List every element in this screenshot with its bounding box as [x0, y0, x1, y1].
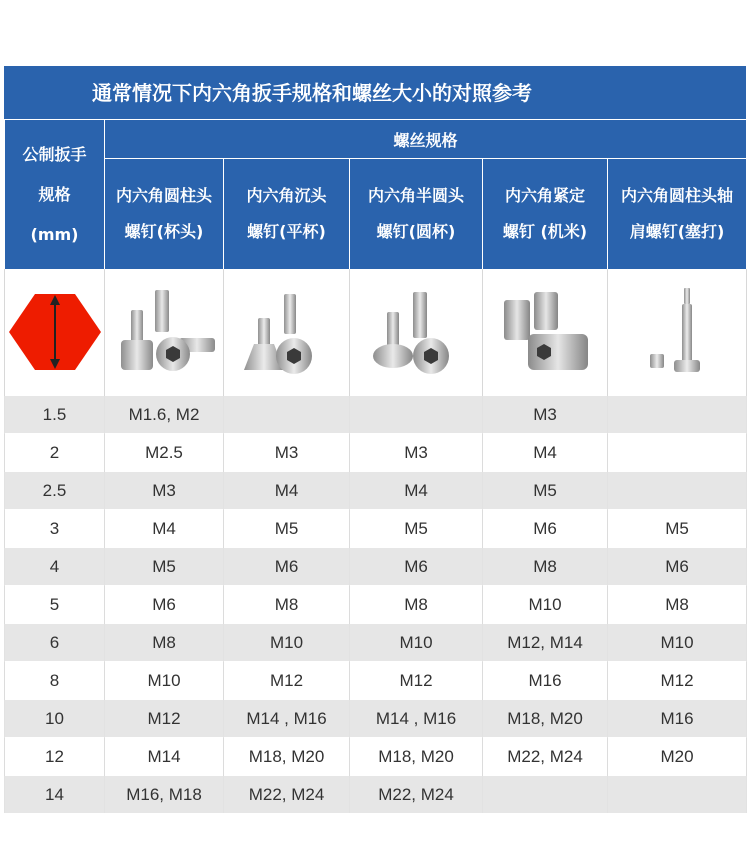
table-row: [5, 396, 747, 434]
screw-size-cell: M10: [224, 624, 350, 662]
screw-size-cell: M5: [224, 510, 350, 548]
countersunk-screws-image: [224, 269, 350, 396]
wrench-size-cell: 2: [5, 434, 105, 472]
screw-size-cell: M6: [105, 586, 224, 624]
screw-head: [650, 354, 664, 368]
screw-head: [121, 340, 153, 370]
column-header-button-head: [350, 159, 483, 270]
screw-size-cell: M3: [350, 434, 483, 472]
screw-size-cell: M18, M20: [350, 738, 483, 776]
socket-cap-screws-icon: [109, 282, 219, 382]
screw-size-cell: M10: [608, 624, 747, 662]
screw-size-cell: M18, M20: [224, 738, 350, 776]
screw-size-cell: [224, 396, 350, 434]
wrench-size-cell: 10: [5, 700, 105, 738]
screw-size-cell: [483, 776, 608, 814]
screw-size-cell: M12: [350, 662, 483, 700]
screw-size-cell: M6: [224, 548, 350, 586]
screw-size-cell: [608, 776, 747, 814]
screw-thread: [131, 310, 143, 342]
column-header-line: 内六角沉头: [246, 186, 327, 205]
wrench-size-header: [5, 120, 105, 269]
table-row: [5, 510, 747, 548]
screw-size-cell: M8: [105, 624, 224, 662]
screw-size-cell: M8: [608, 586, 747, 624]
screw-size-cell: M6: [608, 548, 747, 586]
screw-size-cell: M12: [608, 662, 747, 700]
table-row: [5, 624, 747, 662]
hexagon-cell: [5, 269, 105, 396]
shoulder-screw-image: [608, 269, 747, 396]
screw-size-cell: M5: [483, 472, 608, 510]
screw-size-cell: M3: [224, 434, 350, 472]
wrench-size-cell: 14: [5, 776, 105, 814]
wrench-size-cell: 1.5: [5, 396, 105, 434]
screw-size-cell: M14: [105, 738, 224, 776]
column-header-line: 内六角紧定: [504, 186, 585, 205]
screw-size-cell: M8: [224, 586, 350, 624]
screw-size-cell: M4: [483, 434, 608, 472]
button-head-screws-icon: [361, 282, 471, 382]
wrench-header-line: 规格: [38, 184, 71, 204]
size-table: [4, 120, 747, 813]
screw-size-cell: M22, M24: [483, 738, 608, 776]
screw-size-cell: M22, M24: [350, 776, 483, 814]
table-row: [5, 472, 747, 510]
screw-size-cell: [608, 396, 747, 434]
column-header-line: 螺钉(圆杯): [376, 222, 456, 241]
screw-size-cell: M2.5: [105, 434, 224, 472]
column-header-countersunk: [224, 159, 350, 270]
hexagon-icon: [7, 284, 103, 380]
countersunk-screws-icon: [232, 282, 342, 382]
wrench-header-line: (mm): [30, 224, 79, 244]
screw-thread: [284, 294, 296, 334]
column-header-line: 螺钉(平杯): [247, 222, 326, 241]
column-header-shoulder: [608, 159, 747, 270]
set-screws-icon: [490, 282, 600, 382]
screw-size-cell: M6: [350, 548, 483, 586]
screw-size-cell: M16: [483, 662, 608, 700]
screw-shoulder: [682, 304, 692, 362]
wrench-size-cell: 6: [5, 624, 105, 662]
column-header-set-screw: [483, 159, 608, 270]
table-row: [5, 738, 747, 776]
wrench-size-cell: 4: [5, 548, 105, 586]
screw-size-cell: M3: [105, 472, 224, 510]
screw-size-cell: M4: [350, 472, 483, 510]
column-header-line: 内六角半圆头: [367, 186, 464, 205]
wrench-size-cell: 12: [5, 738, 105, 776]
screw-size-cell: [608, 472, 747, 510]
screw-thread: [413, 292, 427, 338]
table-row: [5, 662, 747, 700]
screw-size-cell: M10: [105, 662, 224, 700]
screw-size-cell: M22, M24: [224, 776, 350, 814]
chart-title: 通常情况下内六角扳手规格和螺丝大小的对照参考: [4, 66, 746, 120]
wrench-size-cell: 5: [5, 586, 105, 624]
screw-size-cell: M16, M18: [105, 776, 224, 814]
screw-size-cell: M14 , M16: [350, 700, 483, 738]
screw-head: [674, 360, 700, 372]
screw-size-cell: M16: [608, 700, 747, 738]
column-header-socket-cap: [105, 159, 224, 270]
screw-size-cell: [350, 396, 483, 434]
wrench-size-cell: 8: [5, 662, 105, 700]
screw-size-cell: M6: [483, 510, 608, 548]
screw-thread: [258, 318, 270, 348]
socket-cap-screws-image: [105, 269, 224, 396]
screw-size-cell: M8: [350, 586, 483, 624]
table-row: [5, 586, 747, 624]
screw-size-cell: M10: [350, 624, 483, 662]
screw-size-cell: M3: [483, 396, 608, 434]
column-header-line: 螺钉 (机米): [502, 222, 588, 241]
screw-thread: [155, 290, 169, 332]
screw-spec-header: 螺丝规格: [105, 120, 747, 159]
screw-size-cell: M18, M20: [483, 700, 608, 738]
screw-body: [504, 300, 530, 340]
screw-head: [373, 344, 413, 368]
column-header-line: 内六角圆柱头: [115, 186, 212, 205]
screw-thread: [387, 312, 399, 346]
table-row: [5, 776, 747, 814]
wrench-size-cell: 3: [5, 510, 105, 548]
table-row: [5, 700, 747, 738]
set-screws-image: [483, 269, 608, 396]
screw-size-cell: M1.6, M2: [105, 396, 224, 434]
screw-size-cell: M12: [224, 662, 350, 700]
size-chart: [4, 66, 746, 813]
screw-size-cell: M8: [483, 548, 608, 586]
screw-size-cell: M12: [105, 700, 224, 738]
image-row: [5, 269, 747, 396]
screw-size-cell: M5: [350, 510, 483, 548]
screw-size-cell: M5: [105, 548, 224, 586]
screw-size-cell: [608, 434, 747, 472]
screw-size-cell: M4: [224, 472, 350, 510]
screw-size-cell: M12, M14: [483, 624, 608, 662]
screw-size-cell: M5: [608, 510, 747, 548]
screw-size-cell: M14 , M16: [224, 700, 350, 738]
screw-size-cell: M10: [483, 586, 608, 624]
shoulder-screw-icon: [622, 282, 732, 382]
screw-size-cell: M4: [105, 510, 224, 548]
table-row: [5, 548, 747, 586]
wrench-header-line: 公制扳手: [22, 144, 87, 164]
column-header-line: 肩螺钉(塞打): [629, 222, 725, 241]
column-header-line: 内六角圆柱头轴: [621, 186, 734, 205]
wrench-size-cell: 2.5: [5, 472, 105, 510]
button-head-screws-image: [350, 269, 483, 396]
screw-body: [534, 292, 558, 330]
screw-thread: [684, 288, 690, 304]
screw-size-cell: M20: [608, 738, 747, 776]
table-row: [5, 434, 747, 472]
column-header-line: 螺钉(杯头): [124, 222, 204, 241]
